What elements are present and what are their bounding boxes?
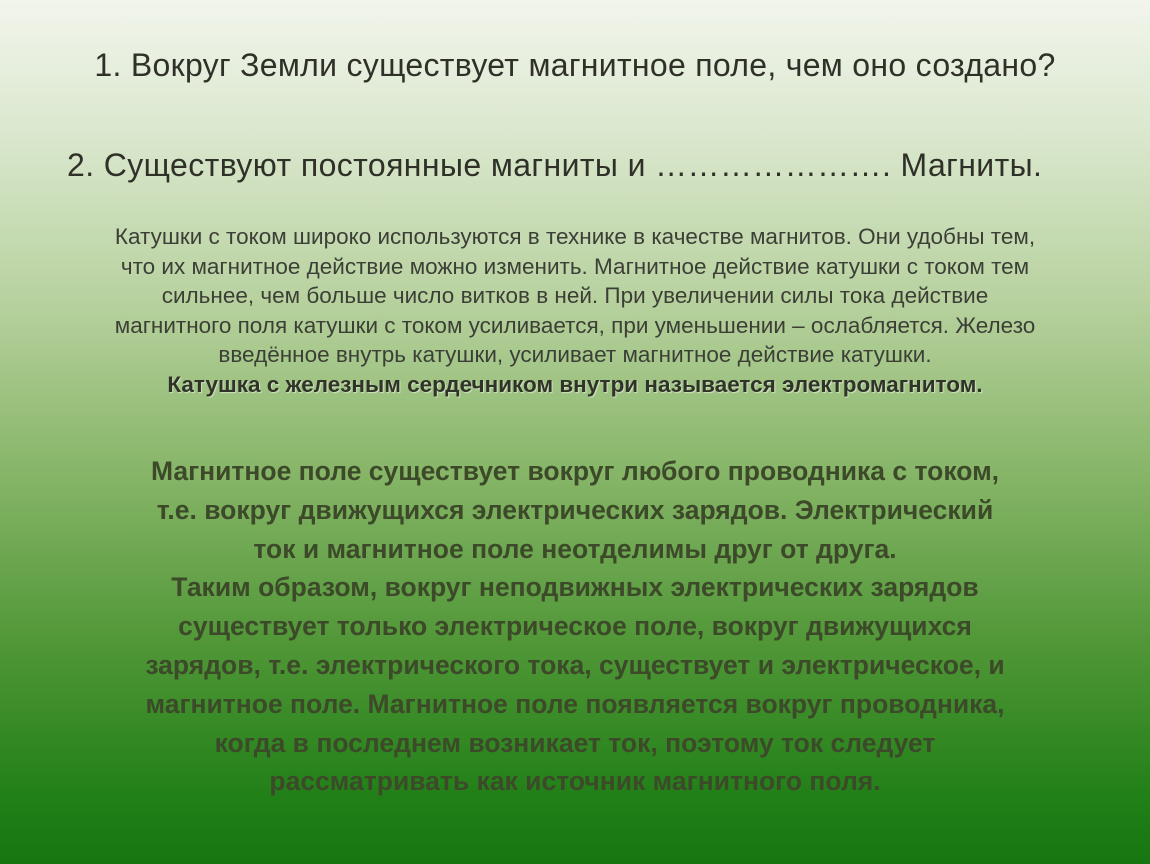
block-line: когда в последнем возникает ток, поэтому ток следует [214, 727, 936, 758]
block-line: магнитное поле. Магнитное поле появляется вокруг проводника, [145, 688, 1005, 719]
block-line: ток и магнитное поле неотделимы друг от друга. [253, 533, 897, 564]
block-line: рассматривать как источник магнитного поля. [269, 766, 881, 797]
coil-paragraph [20, 222, 1130, 399]
block-line: Таким образом, вокруг неподвижных электрических зарядов [171, 572, 979, 603]
block-line: Магнитное поле существует вокруг любого проводника с током, [150, 456, 1000, 486]
block-line: существует только электрическое поле, вокруг движущихся [178, 611, 972, 642]
question-2: 2. Существуют постоянные магниты и …………………. Магниты. [67, 147, 1043, 183]
paragraph-line: сильнее, чем больше число витков в ней. При увеличении силы тока действие [161, 283, 989, 308]
block-line: т.е. вокруг движущихся электрических зарядов. Электрический [156, 494, 994, 525]
paragraph-line: введённое внутрь катушки, усиливает магнитное действие катушки. [218, 342, 932, 367]
question-1: 1. Вокруг Земли существует магнитное поле, чем оно создано? [94, 47, 1056, 83]
electromagnet-definition: Катушка с железным сердечником внутри называется электромагнитом. [167, 371, 983, 397]
block-line: зарядов, т.е. электрического тока, существует и электрическое, и [145, 649, 1005, 680]
magnetic-field-block [30, 452, 1120, 801]
paragraph-line: что их магнитное действие можно изменить. Магнитное действие катушки с током тем [120, 253, 1030, 279]
paragraph-line: магнитного поля катушки с током усиливается, при уменьшении – ослабляется. Железо [114, 312, 1036, 338]
paragraph-line: Катушки с током широко используются в технике в качестве магнитов. Они удобны тем, [114, 224, 1036, 249]
